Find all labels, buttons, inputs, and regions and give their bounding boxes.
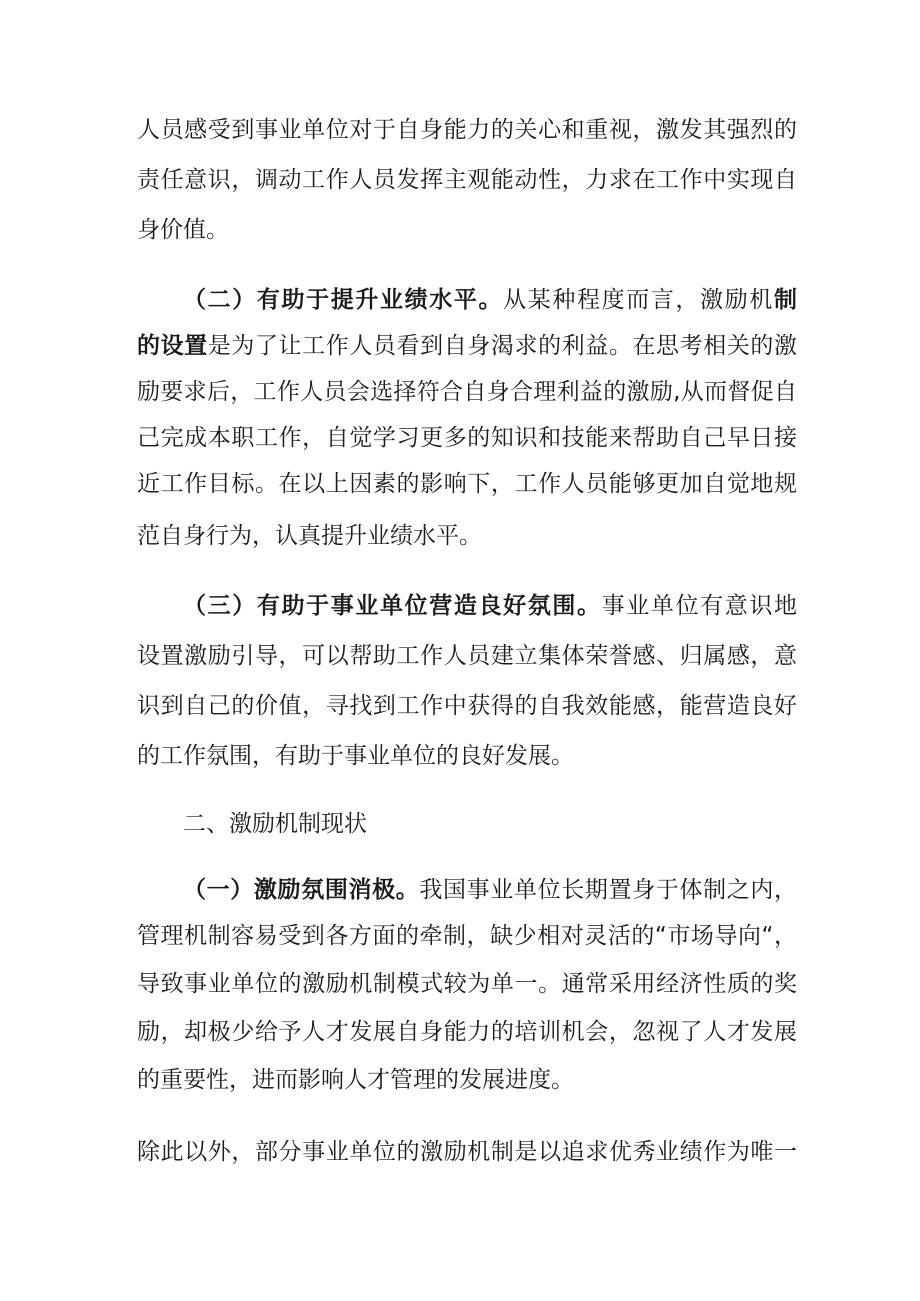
section-heading: 二、激励机制现状 (183, 811, 367, 837)
paragraph-2-line-2-text: 是为了让工作人员看到自身渴求的利益。在思考相关的激 (207, 333, 798, 359)
paragraph-4-line-3: 导致事业单位的激励机制模式较为单一。通常采用经济性质的奖 (137, 971, 797, 997)
paragraph-3-line-1 (183, 589, 797, 623)
paragraph-4-line-4: 励，却极少给予人才发展自身能力的培训机会，忽视了人才发展 (137, 1019, 797, 1045)
paragraph-2-lead: （二）有助于提升业绩水平。 (183, 287, 504, 313)
paragraph-4-line-2: 管理机制容易受到各方面的牵制，缺少相对灵活的“市场导向“， (137, 923, 797, 949)
paragraph-2-line-4: 己完成本职工作，自觉学习更多的知识和技能来帮助自己早日接 (137, 425, 797, 451)
paragraph-2-line-1 (183, 283, 797, 317)
paragraph-4-line-1-text: 我国事业单位长期置身于体制之内， (419, 877, 798, 903)
paragraph-2-line-5: 近工作目标。在以上因素的影响下，工作人员能够更加自觉地规 (137, 471, 797, 497)
paragraph-1-line-3: 身价值。 (137, 217, 229, 243)
paragraph-2-line-1-text: 从某种程度而言，激励机 (503, 287, 774, 313)
paragraph-4-lead: （一）激励氛围消极。 (183, 877, 420, 903)
paragraph-1-line-2: 责任意识，调动工作人员发挥主观能动性，力求在工作中实现自 (137, 167, 797, 193)
paragraph-5-line-1: 除此以外，部分事业单位的激励机制是以追求优秀业绩作为唯一 (137, 1139, 797, 1165)
paragraph-3-line-4: 的工作氛围，有助于事业单位的良好发展。 (137, 743, 574, 769)
paragraph-4-line-5: 的重要性，进而影响人才管理的发展进度。 (137, 1067, 574, 1093)
paragraph-4-line-1 (183, 873, 797, 907)
paragraph-3-line-3: 识到自己的价值，寻找到工作中获得的自我效能感，能营造良好 (137, 693, 797, 719)
paragraph-3-line-1-text: 事业单位有意识地 (601, 593, 797, 619)
paragraph-3-lead: （三）有助于事业单位营造良好氛围。 (183, 593, 602, 619)
paragraph-2-line-3: 励要求后，工作人员会选择符合自身合理利益的激励,从而督促自 (137, 379, 797, 405)
paragraph-3-line-2: 设置激励引导，可以帮助工作人员建立集体荣誉感、归属感，意 (137, 643, 797, 669)
paragraph-2-line-2-bold-start: 的设置 (137, 333, 208, 359)
paragraph-1-line-1: 人员感受到事业单位对于自身能力的关心和重视，激发其强烈的 (137, 117, 797, 143)
paragraph-2-line-2 (137, 329, 797, 363)
paragraph-2-line-6: 范自身行为，认真提升业绩水平。 (137, 523, 482, 549)
paragraph-2-line-1-bold-end: 制 (774, 287, 797, 313)
